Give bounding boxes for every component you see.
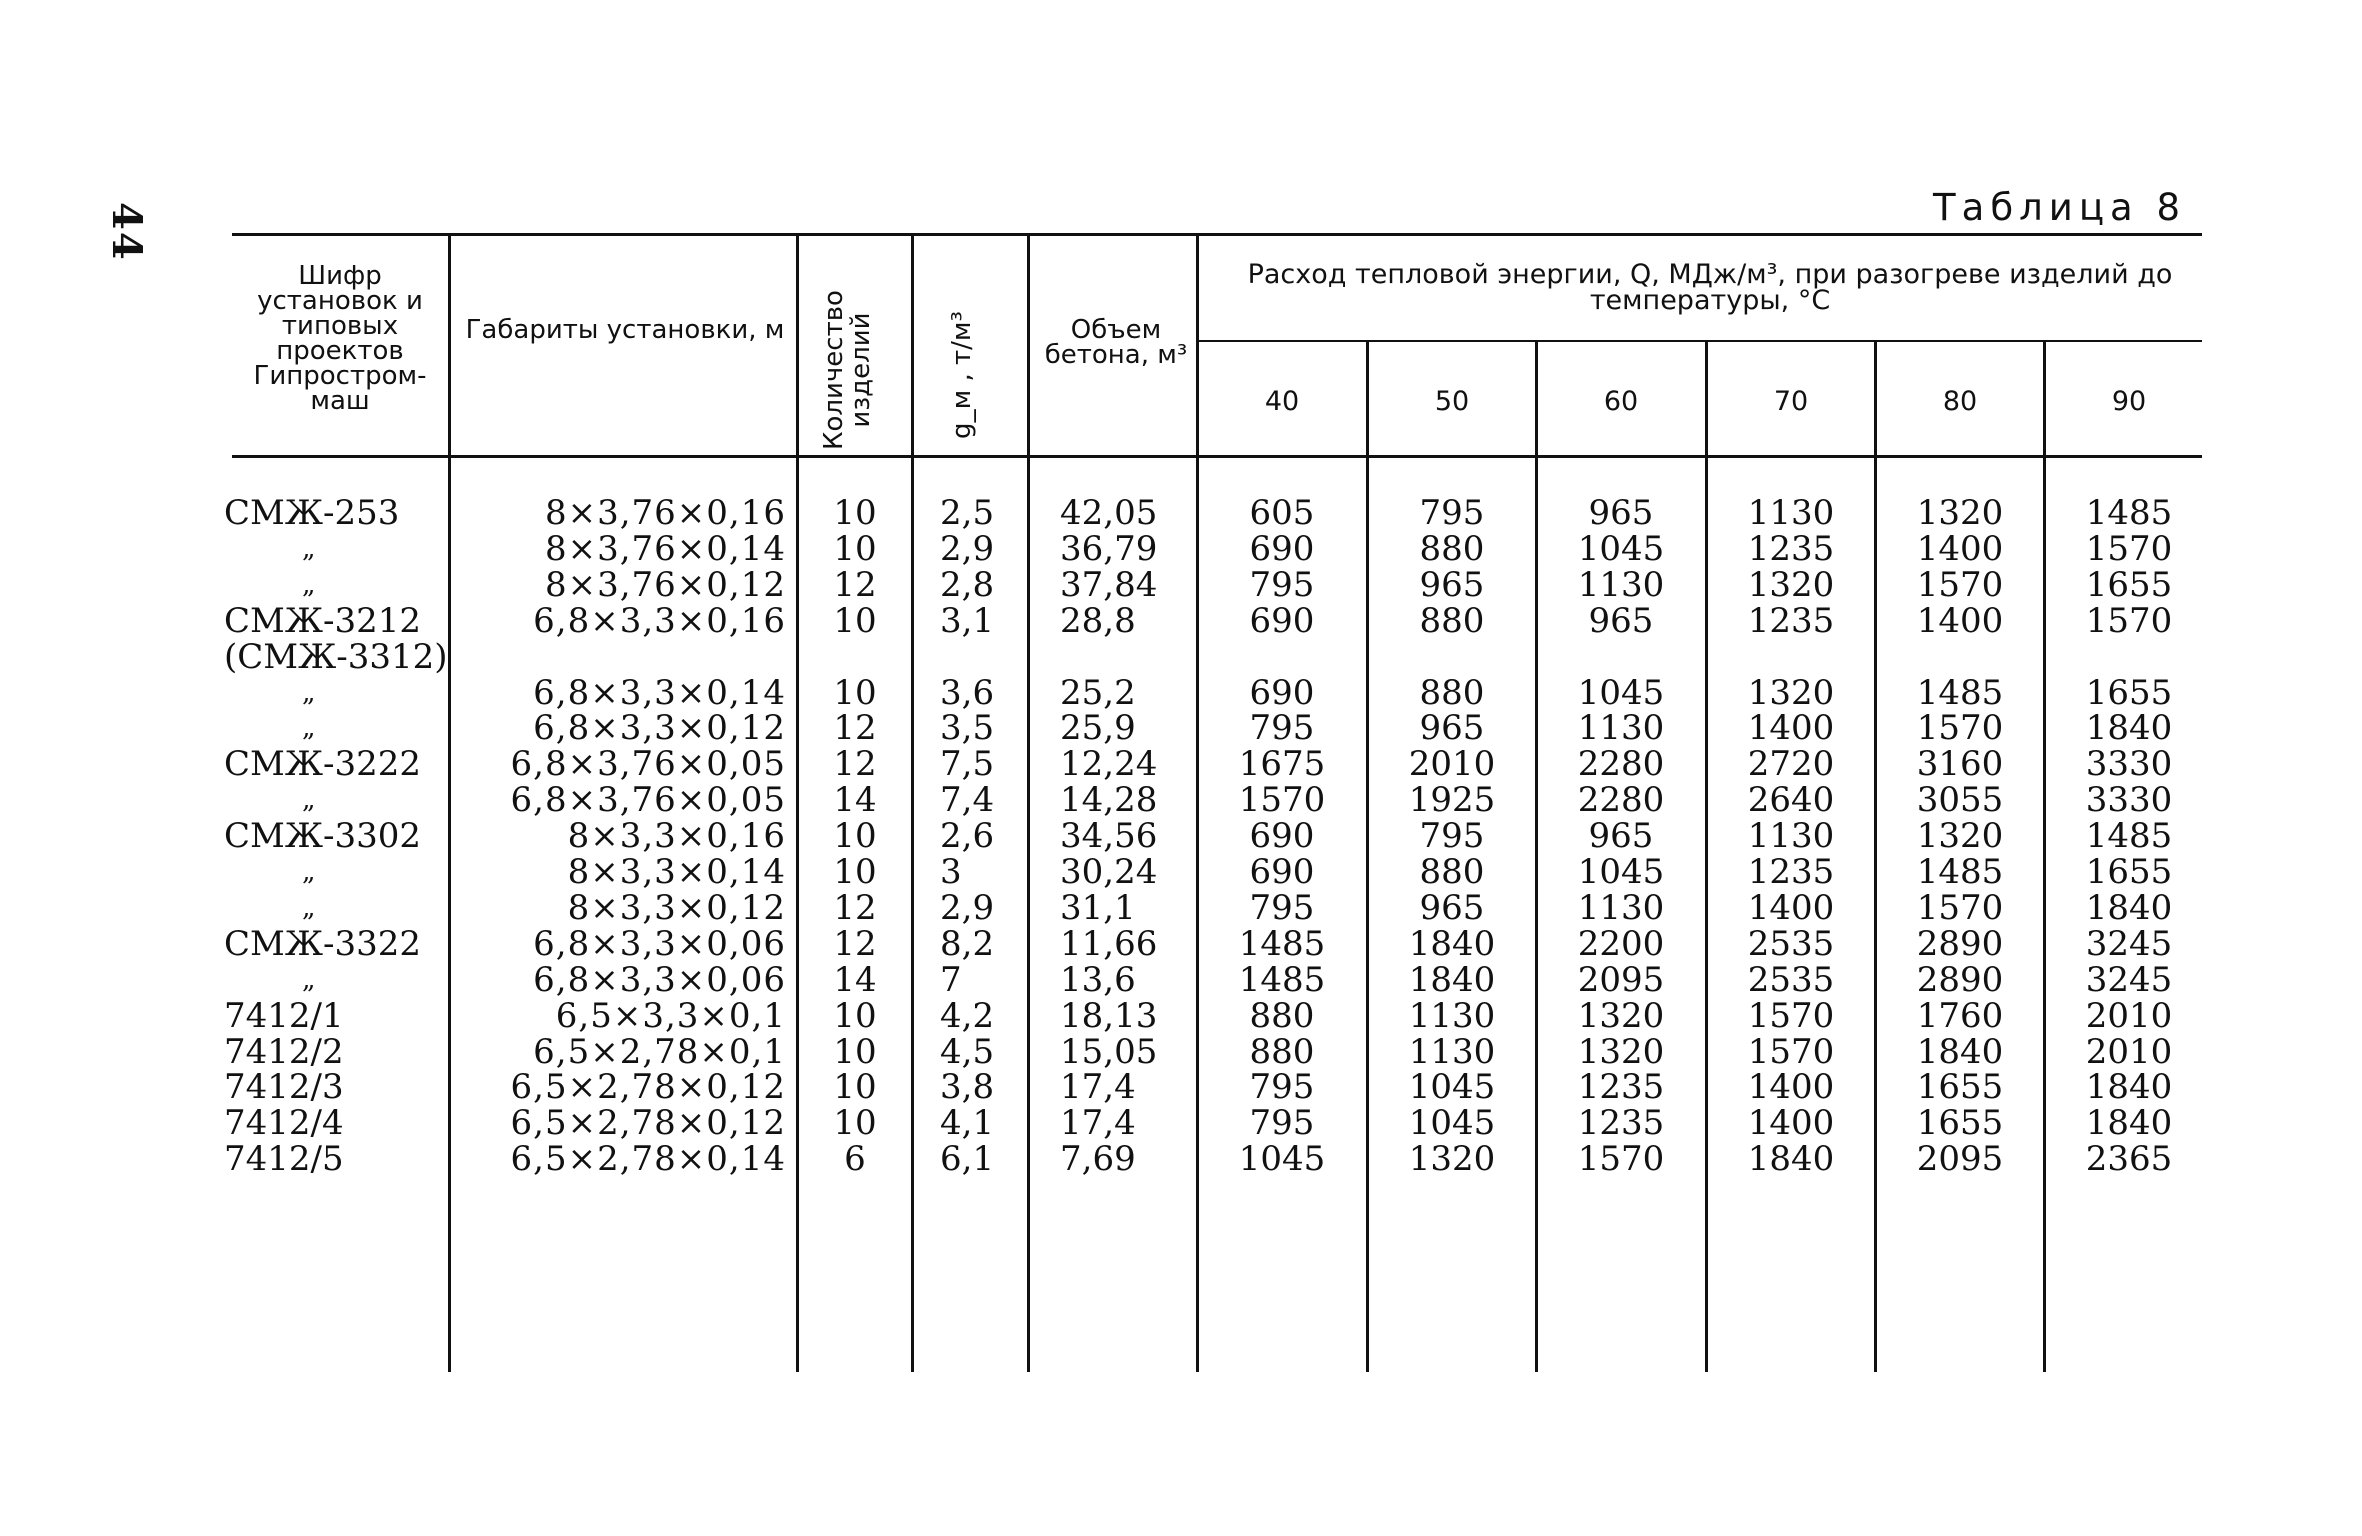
- row-energy-90: 1570: [2085, 600, 2173, 641]
- header-temp-80: 80: [1942, 386, 1978, 417]
- table-row: [0, 854, 2362, 890]
- row-energy-40: 795: [1249, 708, 1315, 749]
- row-energy-80: 1570: [1916, 887, 2004, 928]
- row-dimensions: 6,5×2,78×0,14: [510, 1139, 786, 1180]
- row-energy-70: 1320: [1747, 564, 1835, 605]
- table-row: [0, 528, 2362, 569]
- row-energy-60: 1320: [1577, 1031, 1665, 1072]
- table-row: [0, 1103, 2362, 1144]
- row-g: 4,1: [940, 1103, 995, 1144]
- row-energy-50: 880: [1419, 528, 1485, 569]
- row-dimensions: 6,8×3,3×0,06: [533, 959, 786, 1000]
- row-g: 3: [940, 852, 962, 892]
- row-energy-40: 690: [1249, 852, 1315, 892]
- top-rule: [232, 233, 2202, 236]
- row-dimensions: 8×3,76×0,16: [544, 493, 786, 533]
- row-energy-90: 3330: [2085, 780, 2173, 821]
- row-code: 7412/4: [224, 1103, 344, 1144]
- row-energy-80: 1570: [1916, 708, 2004, 749]
- row-energy-50: 795: [1419, 816, 1485, 857]
- row-energy-60: 1130: [1577, 887, 1665, 928]
- table-row: [0, 780, 2362, 821]
- row-energy-50: 880: [1419, 672, 1485, 713]
- row-energy-40: 1485: [1238, 959, 1326, 1000]
- row-g: 7,4: [940, 780, 995, 821]
- row-volume: 13,6: [1060, 959, 1136, 1000]
- row-code: „: [302, 964, 316, 995]
- row-dimensions: 8×3,3×0,16: [567, 816, 786, 857]
- row-energy-90: 1655: [2085, 564, 2173, 605]
- row-energy-50: 1840: [1408, 959, 1496, 1000]
- row-energy-40: 1675: [1238, 744, 1326, 785]
- table-row: [0, 495, 2362, 531]
- table-title: Таблица 8: [1933, 186, 2186, 229]
- row-energy-90: 3330: [2085, 744, 2173, 785]
- row-energy-70: 2535: [1747, 959, 1835, 1000]
- row-energy-40: 1045: [1238, 1139, 1326, 1180]
- row-energy-70: 1130: [1747, 816, 1835, 857]
- row-energy-50: 880: [1419, 600, 1485, 641]
- row-energy-80: 1400: [1916, 600, 2004, 641]
- row-code: СМЖ-3222: [224, 744, 422, 785]
- row-code: „: [302, 857, 316, 887]
- row-g: 3,8: [940, 1067, 995, 1108]
- row-energy-50: 965: [1419, 887, 1485, 928]
- row-energy-90: 2010: [2085, 995, 2173, 1036]
- row-energy-70: 1570: [1747, 1031, 1835, 1072]
- row-energy-80: 1320: [1916, 816, 2004, 857]
- row-energy-80: 2095: [1916, 1139, 2004, 1180]
- row-g: 2,8: [940, 564, 995, 605]
- row-energy-90: 1655: [2085, 672, 2173, 713]
- table-row: [0, 1067, 2362, 1108]
- row-energy-40: 880: [1249, 1031, 1315, 1072]
- row-quantity: 12: [833, 564, 877, 605]
- row-energy-80: 3160: [1916, 744, 2004, 785]
- row-energy-60: 2280: [1577, 744, 1665, 785]
- row-energy-40: 795: [1249, 564, 1315, 605]
- row-g: 8,2: [940, 923, 995, 964]
- row-energy-60: 1130: [1577, 564, 1665, 605]
- row-dimensions: 6,5×2,78×0,12: [510, 1067, 786, 1108]
- row-quantity: 10: [833, 672, 877, 713]
- row-energy-60: 1045: [1577, 672, 1665, 713]
- row-g: 6,1: [940, 1139, 995, 1180]
- row-energy-60: 1320: [1577, 995, 1665, 1036]
- row-code: „: [302, 713, 316, 744]
- row-energy-50: 965: [1419, 564, 1485, 605]
- row-quantity: 6: [844, 1139, 866, 1180]
- header-temp-70: 70: [1773, 386, 1809, 417]
- row-quantity: 10: [833, 1067, 877, 1108]
- row-energy-90: 2010: [2085, 1031, 2173, 1072]
- row-code: СМЖ-3302: [224, 816, 422, 857]
- row-volume: 11,66: [1060, 923, 1158, 964]
- row-energy-60: 1570: [1577, 1139, 1665, 1180]
- table-row: [0, 672, 2362, 713]
- row-energy-60: 965: [1588, 493, 1654, 533]
- row-dimensions: 8×3,3×0,12: [567, 887, 786, 928]
- table-row: [0, 959, 2362, 1000]
- row-volume: 17,4: [1060, 1067, 1136, 1108]
- row-volume: 25,2: [1060, 672, 1136, 713]
- row-g: 7: [940, 959, 962, 1000]
- row-code: 7412/5: [224, 1139, 344, 1180]
- row-energy-80: 2890: [1916, 923, 2004, 964]
- row-energy-40: 1570: [1238, 780, 1326, 821]
- row-dimensions: 6,5×2,78×0,12: [510, 1103, 786, 1144]
- row-energy-50: 1925: [1408, 780, 1496, 821]
- header-dimensions: Габариты установки, м: [465, 315, 785, 345]
- row-energy-70: 1400: [1747, 1067, 1835, 1108]
- row-energy-40: 795: [1249, 1103, 1315, 1144]
- row-g: 3,1: [940, 600, 995, 641]
- row-code: „: [302, 785, 316, 816]
- row-dimensions: 6,5×3,3×0,1: [555, 995, 786, 1036]
- row-quantity: 10: [833, 1031, 877, 1072]
- row-energy-90: 1840: [2085, 887, 2173, 928]
- row-energy-90: 1570: [2085, 528, 2173, 569]
- row-energy-80: 1840: [1916, 1031, 2004, 1072]
- row-code: 7412/3: [224, 1067, 344, 1108]
- table-row: [0, 923, 2362, 964]
- row-g: 2,9: [940, 528, 995, 569]
- row-volume: 36,79: [1060, 528, 1158, 569]
- row-energy-80: 1760: [1916, 995, 2004, 1036]
- header-energy: Расход тепловой энергии, Q, МДж/м³, при разогреве изделий до температуры, °С: [1247, 259, 2173, 316]
- row-code: „: [302, 533, 316, 564]
- row-g: 3,5: [940, 708, 995, 749]
- row-energy-60: 2280: [1577, 780, 1665, 821]
- row-volume: 17,4: [1060, 1103, 1136, 1144]
- row-energy-50: 1045: [1408, 1067, 1496, 1108]
- row-energy-50: 880: [1419, 852, 1485, 892]
- row-quantity: 10: [833, 493, 877, 533]
- header-g: g_м , т/м³: [947, 311, 977, 439]
- row-energy-70: 1235: [1747, 852, 1835, 892]
- row-energy-50: 795: [1419, 493, 1485, 533]
- row-quantity: 12: [833, 887, 877, 928]
- row-energy-70: 1400: [1747, 1103, 1835, 1144]
- row-energy-80: 3055: [1916, 780, 2004, 821]
- row-volume: 28,8: [1060, 600, 1136, 641]
- row-energy-70: 1235: [1747, 528, 1835, 569]
- row-energy-50: 1130: [1408, 1031, 1496, 1072]
- row-code: (СМЖ-3312): [224, 636, 448, 677]
- table-row: [0, 887, 2362, 928]
- row-energy-50: 1840: [1408, 923, 1496, 964]
- row-g: 2,9: [940, 887, 995, 928]
- row-energy-90: 1840: [2085, 708, 2173, 749]
- row-energy-90: 3245: [2085, 923, 2173, 964]
- row-code: СМЖ-3322: [224, 923, 422, 964]
- row-energy-80: 1655: [1916, 1103, 2004, 1144]
- row-quantity: 12: [833, 744, 877, 785]
- row-g: 3,6: [940, 672, 995, 713]
- row-energy-40: 690: [1249, 600, 1315, 641]
- row-dimensions: 6,8×3,76×0,05: [510, 744, 786, 785]
- row-energy-70: 2535: [1747, 923, 1835, 964]
- row-quantity: 10: [833, 1103, 877, 1144]
- header-temp-90: 90: [2111, 386, 2147, 417]
- table-row: [0, 744, 2362, 785]
- row-volume: 7,69: [1060, 1139, 1136, 1180]
- row-code: 7412/2: [224, 1031, 344, 1072]
- row-quantity: 10: [833, 995, 877, 1036]
- table-row: [0, 708, 2362, 749]
- row-energy-80: 1485: [1916, 672, 2004, 713]
- row-volume: 12,24: [1060, 744, 1158, 785]
- row-energy-70: 1235: [1747, 600, 1835, 641]
- header-temp-40: 40: [1264, 386, 1300, 417]
- row-energy-70: 1130: [1747, 493, 1835, 533]
- row-energy-90: 3245: [2085, 959, 2173, 1000]
- row-energy-80: 1320: [1916, 493, 2004, 533]
- row-energy-60: 965: [1588, 600, 1654, 641]
- header-temp-60: 60: [1603, 386, 1639, 417]
- header-volume: Объем бетона, м³: [1044, 315, 1188, 370]
- row-dimensions: 6,8×3,76×0,05: [510, 780, 786, 821]
- row-energy-60: 965: [1588, 816, 1654, 857]
- row-code: „: [302, 677, 316, 708]
- row-dimensions: 8×3,76×0,14: [544, 528, 786, 569]
- row-energy-40: 795: [1249, 887, 1315, 928]
- row-volume: 31,1: [1060, 887, 1136, 928]
- row-code: СМЖ-3212: [224, 600, 422, 641]
- row-energy-40: 880: [1249, 995, 1315, 1036]
- row-dimensions: 6,8×3,3×0,16: [533, 600, 786, 641]
- temperature-subheader-rule: [1196, 340, 2202, 342]
- row-volume: 25,9: [1060, 708, 1136, 749]
- row-energy-40: 795: [1249, 1067, 1315, 1108]
- row-g: 7,5: [940, 744, 995, 785]
- row-energy-80: 1655: [1916, 1067, 2004, 1108]
- row-energy-90: 2365: [2085, 1139, 2173, 1180]
- header-quantity: Количество изделий: [819, 290, 876, 450]
- row-energy-50: 1045: [1408, 1103, 1496, 1144]
- table-row: [0, 816, 2362, 857]
- row-energy-90: 1840: [2085, 1067, 2173, 1108]
- row-energy-60: 1130: [1577, 708, 1665, 749]
- page-number: 44: [103, 202, 150, 262]
- row-g: 2,6: [940, 816, 995, 857]
- row-dimensions: 6,8×3,3×0,12: [533, 708, 786, 749]
- row-volume: 30,24: [1060, 852, 1158, 892]
- table-row: [0, 995, 2362, 1036]
- row-dimensions: 8×3,76×0,12: [544, 564, 786, 605]
- row-volume: 34,56: [1060, 816, 1158, 857]
- row-volume: 14,28: [1060, 780, 1158, 821]
- row-quantity: 14: [833, 780, 877, 821]
- row-energy-70: 1840: [1747, 1139, 1835, 1180]
- row-code: „: [302, 569, 316, 600]
- header-temp-50: 50: [1434, 386, 1470, 417]
- row-energy-60: 1235: [1577, 1067, 1665, 1108]
- table-row: [0, 564, 2362, 605]
- row-dimensions: 6,8×3,3×0,14: [533, 672, 786, 713]
- row-energy-50: 1130: [1408, 995, 1496, 1036]
- row-volume: 42,05: [1060, 493, 1158, 533]
- row-quantity: 12: [833, 708, 877, 749]
- table-row: [0, 636, 2362, 677]
- row-energy-40: 690: [1249, 672, 1315, 713]
- row-energy-90: 1485: [2085, 493, 2173, 533]
- row-g: 2,5: [940, 493, 995, 533]
- row-energy-70: 2640: [1747, 780, 1835, 821]
- table-row: [0, 1139, 2362, 1180]
- row-energy-90: 1485: [2085, 816, 2173, 857]
- row-code: 7412/1: [224, 995, 344, 1036]
- row-energy-90: 1655: [2085, 852, 2173, 892]
- row-energy-40: 1485: [1238, 923, 1326, 964]
- row-volume: 15,05: [1060, 1031, 1158, 1072]
- row-dimensions: 6,8×3,3×0,06: [533, 923, 786, 964]
- row-dimensions: 8×3,3×0,14: [567, 852, 786, 892]
- table-row: [0, 600, 2362, 641]
- row-energy-80: 1570: [1916, 564, 2004, 605]
- row-energy-60: 1045: [1577, 528, 1665, 569]
- row-quantity: 10: [833, 528, 877, 569]
- row-energy-60: 2200: [1577, 923, 1665, 964]
- row-energy-60: 2095: [1577, 959, 1665, 1000]
- row-energy-80: 1485: [1916, 852, 2004, 892]
- row-energy-70: 1570: [1747, 995, 1835, 1036]
- header-code: Шифр установок и типовых проектов Гипростром-маш: [253, 261, 427, 416]
- row-energy-40: 690: [1249, 816, 1315, 857]
- row-energy-50: 965: [1419, 708, 1485, 749]
- row-quantity: 12: [833, 923, 877, 964]
- row-quantity: 14: [833, 959, 877, 1000]
- row-dimensions: 6,5×2,78×0,1: [533, 1031, 786, 1072]
- row-volume: 18,13: [1060, 995, 1158, 1036]
- row-energy-50: 2010: [1408, 744, 1496, 785]
- row-energy-40: 690: [1249, 528, 1315, 569]
- header-bottom-rule: [232, 455, 2202, 458]
- row-energy-40: 605: [1249, 493, 1315, 533]
- row-quantity: 10: [833, 816, 877, 857]
- row-energy-80: 1400: [1916, 528, 2004, 569]
- row-energy-60: 1235: [1577, 1103, 1665, 1144]
- row-g: 4,2: [940, 995, 995, 1036]
- row-code: СМЖ-253: [224, 493, 400, 533]
- row-energy-70: 1400: [1747, 708, 1835, 749]
- row-volume: 37,84: [1060, 564, 1158, 605]
- row-energy-70: 1320: [1747, 672, 1835, 713]
- row-energy-80: 2890: [1916, 959, 2004, 1000]
- row-energy-70: 1400: [1747, 887, 1835, 928]
- table-row: [0, 1031, 2362, 1072]
- row-code: „: [302, 892, 316, 923]
- row-energy-50: 1320: [1408, 1139, 1496, 1180]
- row-g: 4,5: [940, 1031, 995, 1072]
- row-energy-70: 2720: [1747, 744, 1835, 785]
- row-quantity: 10: [833, 852, 877, 892]
- row-quantity: 10: [833, 600, 877, 641]
- row-energy-60: 1045: [1577, 852, 1665, 892]
- row-energy-90: 1840: [2085, 1103, 2173, 1144]
